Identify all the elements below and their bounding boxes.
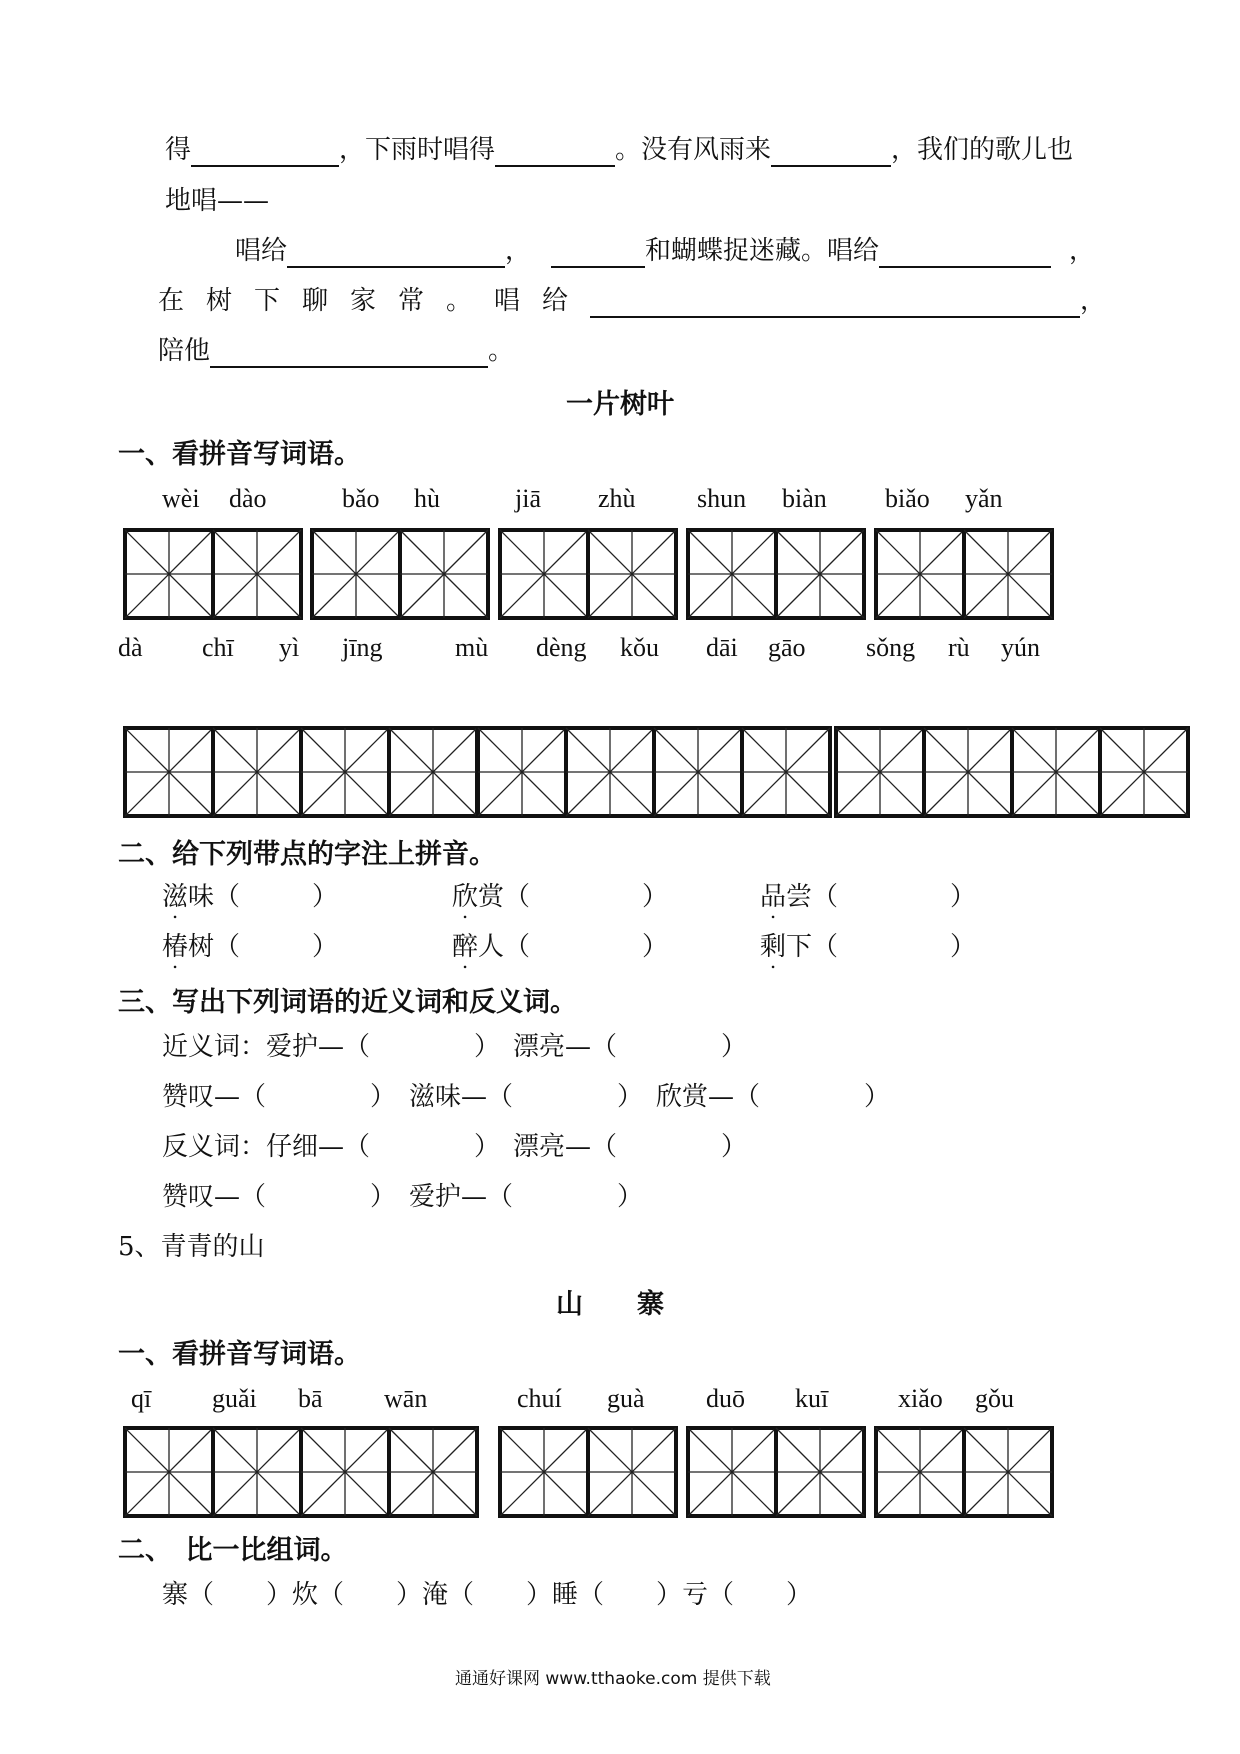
poem-line-5: 陪他 。: [158, 336, 515, 366]
pinyin: kǒu: [620, 633, 659, 662]
writing-cell[interactable]: [478, 728, 566, 816]
pinyin: biǎo: [885, 484, 930, 513]
writing-cell[interactable]: [301, 1428, 389, 1516]
pinyin: chī: [202, 633, 234, 662]
lesson-title: 一片树叶: [566, 389, 674, 420]
writing-cell[interactable]: [389, 1428, 477, 1516]
writing-cell[interactable]: [125, 728, 213, 816]
writing-cell[interactable]: [876, 1428, 964, 1516]
pinyin: chuí: [517, 1384, 562, 1413]
poem-line-1: 得 ，下雨时唱得 。没有风雨来 ，我们的歌儿也: [165, 135, 1074, 165]
pinyin: dào: [229, 484, 267, 513]
writing-cell[interactable]: [301, 728, 389, 816]
pinyin: kuī: [795, 1384, 829, 1413]
pinyin: dāi: [706, 633, 738, 662]
pinyin: shun: [697, 484, 747, 513]
writing-cell[interactable]: [776, 530, 864, 618]
poem-line-4: 在树下聊家常。唱给 ，: [158, 286, 1107, 316]
pinyin: jiā: [515, 484, 541, 513]
writing-cell[interactable]: [588, 1428, 676, 1516]
pinyin-item: 欣赏（ ）: [452, 882, 669, 912]
pinyin: guà: [607, 1384, 645, 1413]
writing-cell[interactable]: [588, 530, 676, 618]
pinyin: yún: [1001, 633, 1040, 662]
writing-cell[interactable]: [876, 530, 964, 618]
synonym-line: 近义词：爱护—（ ） 漂亮—（ ）: [162, 1032, 748, 1062]
pinyin: dà: [118, 633, 143, 662]
pinyin-item: 醉人（ ）: [452, 932, 669, 962]
pinyin: zhù: [598, 484, 636, 513]
pinyin: wān: [384, 1384, 428, 1413]
antonym-line: 赞叹—（ ） 爱护—（ ）: [162, 1182, 644, 1212]
pinyin: bǎo: [342, 484, 380, 513]
writing-cell[interactable]: [566, 728, 654, 816]
pinyin: duō: [706, 1384, 745, 1413]
pinyin-item: 剩下（ ）: [760, 932, 977, 962]
pinyin: guǎi: [212, 1384, 257, 1413]
writing-cell[interactable]: [500, 1428, 588, 1516]
question-heading: 二、 比一比组词。: [118, 1535, 348, 1566]
pinyin-item: 滋味（ ）: [162, 882, 339, 912]
pinyin: gāo: [768, 633, 806, 662]
pinyin-item: 椿树（ ）: [162, 932, 339, 962]
writing-cell[interactable]: [213, 530, 301, 618]
pinyin: mù: [455, 633, 489, 662]
writing-cell[interactable]: [125, 1428, 213, 1516]
pinyin: rù: [948, 633, 970, 662]
writing-cell[interactable]: [1012, 728, 1100, 816]
lesson-title: 山 寨: [556, 1289, 664, 1320]
writing-cell[interactable]: [213, 1428, 301, 1516]
pinyin: jīng: [342, 633, 383, 662]
question-heading: 二、给下列带点的字注上拼音。: [118, 839, 496, 870]
pinyin: yì: [279, 633, 300, 662]
writing-cell[interactable]: [213, 728, 301, 816]
pinyin: xiǎo: [898, 1384, 943, 1413]
synonym-line: 赞叹—（ ） 滋味—（ ） 欣赏—（ ）: [162, 1082, 891, 1112]
writing-cell[interactable]: [836, 728, 924, 816]
pinyin: hù: [414, 484, 440, 513]
writing-cell[interactable]: [389, 728, 477, 816]
poem-line-3: 唱给 ， 和蝴蝶捉迷藏。唱给 ，: [235, 236, 1096, 266]
pinyin: yǎn: [965, 484, 1003, 513]
writing-cell[interactable]: [924, 728, 1012, 816]
writing-cell[interactable]: [964, 530, 1052, 618]
writing-cell[interactable]: [688, 1428, 776, 1516]
pinyin-item: 品尝（ ）: [760, 882, 977, 912]
pinyin: wèi: [162, 484, 200, 513]
question-heading: 一、看拼音写词语。: [118, 439, 361, 470]
footer: 通通好课网 www.tthaoke.com 提供下载: [455, 1669, 771, 1689]
unit-heading: 5、青青的山: [118, 1232, 265, 1262]
writing-cell[interactable]: [1100, 728, 1188, 816]
pinyin: gǒu: [975, 1384, 1014, 1413]
writing-cell[interactable]: [688, 530, 776, 618]
pinyin: bā: [298, 1384, 323, 1413]
writing-cell[interactable]: [125, 530, 213, 618]
writing-cell[interactable]: [742, 728, 830, 816]
antonym-line: 反义词：仔细—（ ） 漂亮—（ ）: [162, 1132, 748, 1162]
pinyin: dèng: [536, 633, 587, 662]
writing-cell[interactable]: [776, 1428, 864, 1516]
pinyin: biàn: [782, 484, 827, 513]
writing-cell[interactable]: [400, 530, 488, 618]
poem-line-2: 地唱——: [165, 186, 270, 216]
pinyin: qī: [131, 1384, 152, 1413]
writing-cell[interactable]: [964, 1428, 1052, 1516]
pinyin: sǒng: [866, 633, 916, 662]
writing-cell[interactable]: [500, 530, 588, 618]
writing-cell[interactable]: [312, 530, 400, 618]
compare-words-line: 寨（ ）炊（ ）淹（ ）睡（ ）亏（ ）: [162, 1580, 813, 1610]
question-heading: 一、看拼音写词语。: [118, 1339, 361, 1370]
writing-cell[interactable]: [654, 728, 742, 816]
question-heading: 三、写出下列词语的近义词和反义词。: [118, 987, 577, 1018]
